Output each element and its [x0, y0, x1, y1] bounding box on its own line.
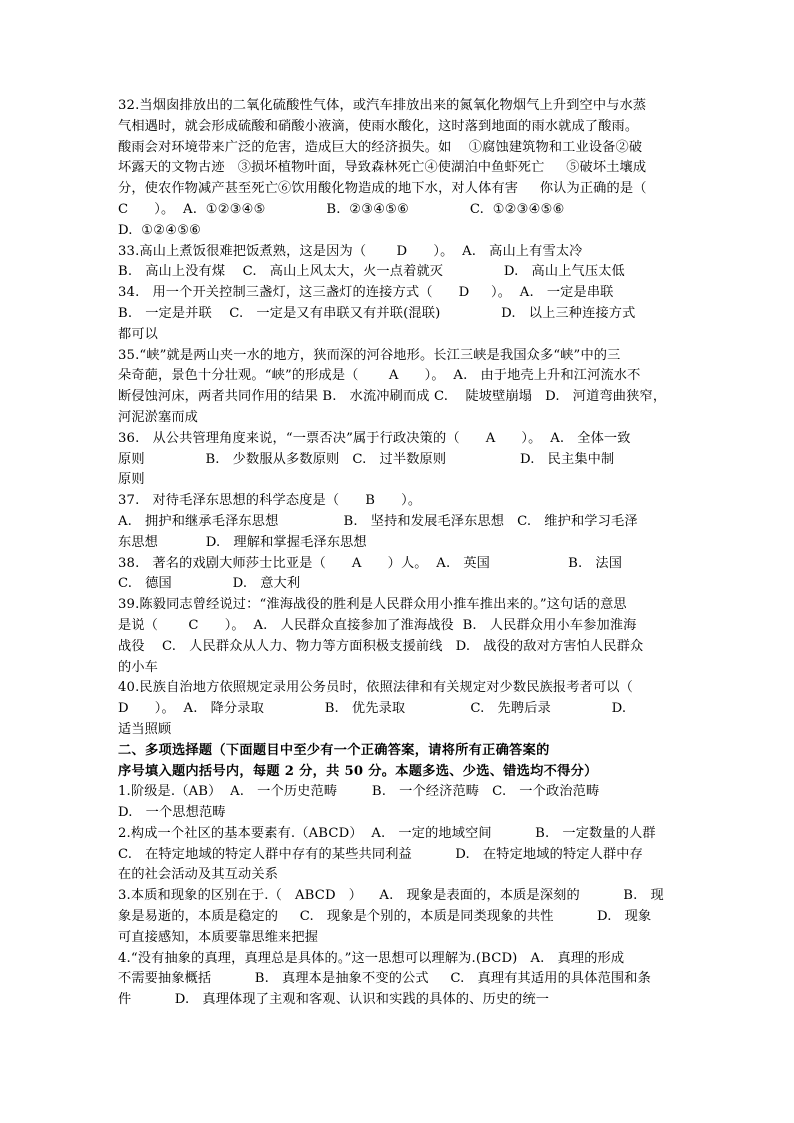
text-line: 36. 从公共管理角度来说，“一票否决”属于行政决策的（ A ）。 A. 全体一致 [118, 430, 631, 446]
text-line: 是说（ C ）。 A. 人民群众直接参加了淮海战役 B. 人民群众用小车参加淮海 [118, 617, 637, 633]
text-line: 原则 [118, 472, 145, 488]
text-line: 2.构成一个社区的基本要素有.（ABCD） A. 一定的地域空间 B. 一定数量的人群 [118, 825, 656, 841]
text-line: 可直接感知，本质要靠思维来把握 [118, 929, 319, 945]
text-line: A. 拥护和继承毛泽东思想 B. 坚持和发展毛泽东思想 C. 维护和学习毛泽 [118, 513, 638, 529]
section-heading: 二、多项选择题（下面题目中至少有一个正确答案，请将所有正确答案的 [118, 742, 550, 758]
text-line: 象是易逝的，本质是稳定的 C. 现象是个别的，本质是同类现象的共性 D. 现象 [118, 909, 652, 925]
text-line: 酸雨会对环境带来广泛的危害，造成巨大的经济损失。如 ①腐蚀建筑物和工业设备②破 [118, 139, 643, 155]
text-line: 4.“没有抽象的真理，真理总是具体的。”这一思想可以理解为.(BCD) A. 真理的形成 [118, 950, 625, 966]
text-line: D. 一个思想范畴 [118, 805, 226, 821]
text-line: C. 德国 D. 意大利 [118, 576, 301, 592]
text-line: 35.“峡”就是两山夹一水的地方，狭而深的河谷地形。长江三峡是我国众多“峡”中的三 [118, 347, 621, 363]
text-line: 34. 用一个开关控制三盏灯，这三盏灯的连接方式（ D ）。 A. 一定是串联 [118, 285, 614, 301]
text-line: 在的社会活动及其互动关系 [118, 867, 279, 883]
text-line: 坏露天的文物古迹 ③损坏植物叶面，导致森林死亡④使湖泊中鱼虾死亡 ⑤破坏土壤成 [118, 160, 647, 176]
text-line: 适当照顾 [118, 721, 172, 737]
text-line: 河泥淤塞而成 [118, 409, 199, 425]
document-page [118, 96, 678, 1011]
text-line: 40.民族自治地方依照规定录用公务员时，依照法律和有关规定对少数民族报考者可以（ [118, 680, 633, 696]
text-line: 战役 C. 人民群众从人力、物力等方面积极支援前线 D. 战役的敌对方害怕人民群众 [118, 638, 644, 654]
text-line: 33.高山上煮饭很难把饭煮熟，这是因为（ D ）。 A. 高山上有雪太冷 [118, 243, 583, 259]
text-line: C ）。 A. ①②③④⑤ B. ②③④⑤⑥ C. ①②③④⑤⑥ [118, 201, 565, 217]
text-line: 38. 著名的戏剧大师莎士比亚是（ A ）人。 A. 英国 B. 法国 [118, 555, 623, 571]
section-heading: 序号填入题内括号内，每题 2 分，共 50 分。本题多选、少选、错选均不得分） [118, 763, 598, 779]
text-line: B. 高山上没有煤 C. 高山上风太大，火一点着就灭 D. 高山上气压太低 [118, 264, 625, 280]
text-line: 东思想 D. 理解和掌握毛泽东思想 [118, 534, 367, 550]
text-line: 断侵蚀河床，两者共同作用的结果 B. 水流冲刷而成 C. 陡坡壁崩塌 D. 河道弯曲狭窄， [118, 389, 667, 405]
text-line: B. 一定是并联 C. 一定是又有串联又有并联(混联) D. 以上三种连接方式 [118, 305, 636, 321]
text-line: 的小车 [118, 659, 159, 675]
text-line: 不需要抽象概括 B. 真理本是抽象不变的公式 C. 真理有其适用的具体范围和条 [118, 971, 651, 987]
text-line: 件 D. 真理体现了主观和客观、认识和实践的具体的、历史的统一 [118, 992, 550, 1008]
text-line: 37. 对待毛泽东思想的科学态度是（ B ）。 [118, 493, 422, 509]
text-line: 3.本质和现象的区别在于.（ ABCD ） A. 现象是表面的，本质是深刻的 B. 现 [118, 888, 664, 904]
text-line: 都可以 [118, 326, 159, 342]
text-line: 32.当烟囱排放出的二氧化硫酸性气体，或汽车排放出来的氮氧化物烟气上升到空中与水蒸 [118, 98, 647, 113]
text-line: D ）。 A. 降分录取 B. 优先录取 C. 先聘后录 D. [118, 701, 627, 717]
text-line: 1.阶级是.（AB） A. 一个历史范畴 B. 一个经济范畴 C. 一个政治范畴 [118, 784, 600, 800]
text-line: 原则 B. 少数服从多数原则 C. 过半数原则 D. 民主集中制 [118, 451, 615, 467]
text-line: 39.陈毅同志曾经说过：“淮海战役的胜利是人民群众用小推车推出来的。”这句话的意思 [118, 597, 627, 613]
text-line: D. ①②④⑤⑥ [118, 222, 202, 238]
text-line: 朵奇葩，景色十分壮观。“峡”的形成是（ A ）。 A. 由于地壳上升和江河流水不 [118, 368, 641, 384]
text-line: 气相遇时，就会形成硫酸和硝酸小液滴，使雨水酸化，这时落到地面的雨水就成了酸雨。 [118, 118, 639, 134]
text-line: C. 在特定地域的特定人群中存有的某些共同利益 D. 在特定地域的特定人群中存 [118, 846, 643, 862]
text-line: 分，使农作物减产甚至死亡⑥饮用酸化物造成的地下水，对人体有害 你认为正确的是（ [118, 181, 647, 197]
